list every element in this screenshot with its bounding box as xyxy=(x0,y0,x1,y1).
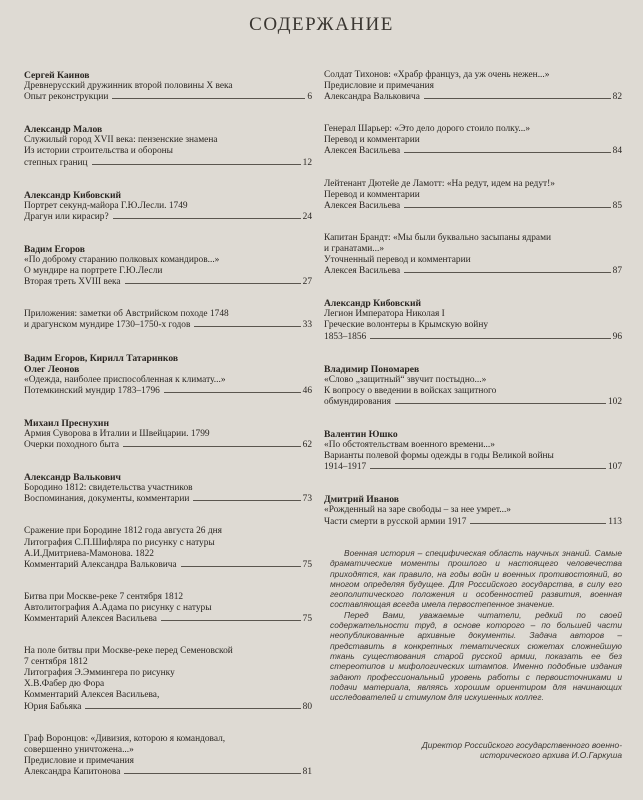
entry-line: «По обстоятельствам военного времени...» xyxy=(324,440,495,451)
entry-line: Предисловие и примечания xyxy=(24,755,134,766)
page-number: 33 xyxy=(302,320,312,331)
signature-line: Директор Российского государственного военно- xyxy=(421,740,622,750)
leader-line xyxy=(404,207,610,208)
leader-line xyxy=(125,283,301,284)
page-number: 27 xyxy=(302,277,312,288)
toc-entry[interactable] xyxy=(24,70,312,103)
page-title: СОДЕРЖАНИЕ xyxy=(249,14,394,35)
leader-line xyxy=(123,446,301,447)
entry-author: Дмитрий Иванов xyxy=(324,494,399,506)
toc-entry[interactable] xyxy=(24,592,312,625)
leader-line xyxy=(470,523,606,524)
entry-line: На поле битвы при Москве-реке перед Семеновской xyxy=(24,646,233,657)
entry-line: Александра Капитонова xyxy=(24,766,121,777)
entry-last-line xyxy=(324,201,622,212)
entry-line: Бородино 1812: свидетельства участников xyxy=(24,483,193,494)
entry-line: Юрия Бабьяка xyxy=(24,701,82,712)
entry-line: О мундире на портрете Г.Ю.Лесли xyxy=(24,266,163,277)
toc-column-left xyxy=(24,70,312,799)
entry-line: «Одежда, наиболее приспособленная к климату...» xyxy=(24,374,226,385)
toc-entry[interactable] xyxy=(24,353,312,397)
entry-line: Алексея Васильева xyxy=(324,266,401,277)
page-number: 96 xyxy=(612,331,622,342)
entry-last-line xyxy=(24,702,312,713)
entry-author: Александр Валькович xyxy=(24,472,121,484)
page-number: 80 xyxy=(302,701,312,712)
page-number: 87 xyxy=(612,266,622,277)
entry-line: Битва при Москве-реке 7 сентября 1812 xyxy=(24,591,184,602)
entry-line: 7 сентября 1812 xyxy=(24,657,88,668)
page-number: 75 xyxy=(302,614,312,624)
entry-line: совершенно уничтожена...» xyxy=(24,744,134,755)
leader-line xyxy=(404,152,610,153)
entry-author: Михаил Преснухин xyxy=(24,417,109,429)
page-number: 46 xyxy=(302,385,312,396)
entry-line: Греческие волонтеры в Крымскую войну xyxy=(324,320,489,331)
entry-line: «Слово „защитный“ звучит постыдно...» xyxy=(324,374,487,385)
toc-entry[interactable] xyxy=(24,190,312,223)
entry-line: Армия Суворова в Италии и Швейцарии. 1799 xyxy=(24,428,210,439)
entry-line: Воспоминания, документы, комментарии xyxy=(24,494,190,505)
leader-line xyxy=(112,98,305,99)
entry-line: «По доброму старанию полковых командиров...» xyxy=(24,255,220,266)
entry-author: Владимир Пономарев xyxy=(324,363,420,375)
page-number: 82 xyxy=(612,92,622,103)
entry-line: степных границ xyxy=(24,157,88,168)
leader-line xyxy=(113,218,301,219)
page-number: 12 xyxy=(302,157,312,168)
entry-author: Сергей Каинов xyxy=(24,70,90,81)
entry-line: Драгун или кирасир? xyxy=(24,211,109,222)
signature-line: исторического архива И.О.Гаркуша xyxy=(480,750,622,761)
leader-line xyxy=(181,566,301,567)
toc-entry[interactable] xyxy=(24,734,312,778)
toc-entry[interactable] xyxy=(324,70,622,103)
toc-entry[interactable] xyxy=(324,429,622,473)
entry-last-line xyxy=(24,320,312,331)
entry-last-line xyxy=(324,146,622,157)
toc-entry[interactable] xyxy=(24,244,312,288)
entry-author: Александр Малов xyxy=(24,124,103,136)
page-number: 81 xyxy=(302,766,312,777)
entry-last-line xyxy=(24,767,312,778)
entry-line: Автолитография А.Адама по рисунку с натуры xyxy=(24,602,212,613)
toc-entry[interactable] xyxy=(24,124,312,168)
entry-line: Капитан Брандт: «Мы были буквально засыпаны ядрами xyxy=(324,232,552,243)
entry-line: Опыт реконструкции xyxy=(24,92,109,103)
toc-entry[interactable] xyxy=(24,418,312,451)
entry-last-line xyxy=(324,266,622,277)
toc-column-right xyxy=(324,70,622,549)
entry-last-line xyxy=(24,494,312,505)
leader-line xyxy=(424,98,611,99)
page-number: 62 xyxy=(302,440,312,451)
entry-line: Потемкинский мундир 1783–1796 xyxy=(24,385,160,396)
entry-last-line xyxy=(324,462,622,473)
leader-line xyxy=(92,164,301,165)
entry-line: «Рожденный на заре свободы – за нее умрет...» xyxy=(324,505,511,516)
entry-last-line xyxy=(324,397,622,408)
entry-author: Олег Леонов xyxy=(24,363,80,375)
entry-line: и гранатами...» xyxy=(324,243,385,254)
toc-entry[interactable] xyxy=(324,233,622,277)
page-number: 84 xyxy=(612,146,622,157)
entry-line: Служилый город XVII века: пензенские знамена xyxy=(24,135,218,146)
entry-line: Литография С.П.Шифляра по рисунку с натуры xyxy=(24,537,215,548)
entry-line: 1853–1856 xyxy=(324,331,367,342)
entry-line: Приложения: заметки об Австрийском походе 1748 xyxy=(24,309,229,320)
entry-last-line xyxy=(24,440,312,451)
entry-last-line xyxy=(24,158,312,169)
entry-line: Части смерти в русской армии 1917 xyxy=(324,516,467,527)
leader-line xyxy=(85,708,300,709)
entry-line: Алексея Васильева xyxy=(324,200,401,211)
leader-line xyxy=(164,392,301,393)
entry-line: К вопросу о введении в войсках защитного xyxy=(324,385,497,396)
entry-line: Граф Воронцов: «Дивизия, которою я командовал, xyxy=(24,733,226,744)
page-number: 113 xyxy=(608,516,622,527)
entry-line: Из истории строительства и обороны xyxy=(24,146,173,157)
entry-author: Вадим Егоров xyxy=(24,243,85,255)
leader-line xyxy=(370,468,606,469)
toc-entry[interactable] xyxy=(24,472,312,505)
entry-last-line xyxy=(24,560,312,571)
entry-author: Вадим Егоров, Кирилл Татаринков xyxy=(24,352,179,364)
entry-line: Лейтенант Дютейе де Ламотт: «На редут, идем на редут!» xyxy=(324,178,555,189)
entry-line: Солдат Тихонов: «Храбр француз, да уж очень нежен...» xyxy=(324,70,550,80)
toc-entry[interactable] xyxy=(324,298,622,342)
entry-line: Легион Императора Николая I xyxy=(324,309,445,320)
entry-last-line xyxy=(324,92,622,103)
leader-line xyxy=(124,773,300,774)
entry-line: Комментарий Александра Вальковича xyxy=(24,559,177,570)
leader-line xyxy=(370,338,610,339)
foreword-paragraph: Военная история – специфическая область научных знаний. Самые драматические моменты прошлого и настоящего человечества приходятся, как правило, на годы войн и военных противостояний, во многом определяя будущее. Для Российского государства, в силу его геополитического положения и особенностей развития, военная составляющая всегда имела первостепенное значение. xyxy=(330,548,622,610)
entry-line: и драгунском мундире 1730–1750-х годов xyxy=(24,320,191,331)
entry-author: Валентин Юшко xyxy=(324,428,398,440)
toc-entry[interactable] xyxy=(24,309,312,331)
leader-line xyxy=(395,403,606,404)
entry-last-line xyxy=(24,212,312,223)
foreword-paragraph: Перед Вами, уважаемые читатели, редкий по своей содержательности труд, в основе которого – по большей части неопубликованные архивные документы. Задача авторов – представить в конкретных тематических сюжетах сложнейшую ткань существования старой русской армии, показать ее без стереотипов и мифологических штампов. Именно подобные издания задают профессиональный уровень работы с первоисточниками и подачи материала, являясь хорошим ориентиром для начинающих исследователей и стимулом для искушенных коллег. xyxy=(330,609,622,703)
entry-line: Х.В.Фабер дю Фора xyxy=(24,679,105,690)
entry-line: Перевод и комментарии xyxy=(324,135,420,146)
leader-line xyxy=(161,620,301,621)
entry-line: Алексея Васильева xyxy=(324,146,401,157)
entry-line: Сражение при Бородине 1812 года августа 26 дня xyxy=(24,526,222,537)
toc-entry[interactable] xyxy=(324,179,622,212)
entry-last-line xyxy=(24,614,312,625)
entry-author: Александр Кибовский xyxy=(24,189,121,201)
signature xyxy=(360,740,622,761)
entry-line: Варианты полевой формы одежды в годы Великой войны xyxy=(324,451,554,462)
entry-last-line xyxy=(24,277,312,288)
page-number: 107 xyxy=(607,462,622,473)
entry-line: Генерал Шарьер: «Это дело дорого стоило полку...» xyxy=(324,124,531,135)
page-number: 24 xyxy=(302,211,312,222)
foreword-text xyxy=(330,548,622,702)
page-number: 73 xyxy=(302,494,312,505)
entry-line: Литография Э.Эммингера по рисунку xyxy=(24,668,175,679)
entry-line: Комментарий Алексея Васильева xyxy=(24,614,157,624)
entry-line: Древнерусский дружинник второй половины X века xyxy=(24,81,233,92)
leader-line xyxy=(404,272,610,273)
entry-last-line xyxy=(24,92,312,103)
entry-line: Вторая треть XVIII века xyxy=(24,277,121,288)
toc-entry[interactable] xyxy=(24,526,312,570)
entry-line: Портрет секунд-майора Г.Ю.Лесли. 1749 xyxy=(24,200,188,211)
toc-entry[interactable] xyxy=(324,364,622,408)
entry-line: 1914–1917 xyxy=(324,462,367,473)
entry-last-line xyxy=(324,517,622,528)
page-number: 102 xyxy=(607,396,622,407)
entry-author: Александр Кибовский xyxy=(324,298,421,310)
entry-line: Комментарий Алексея Васильева, xyxy=(24,690,160,701)
entry-line: обмундирования xyxy=(324,396,391,407)
page-number: 85 xyxy=(612,200,622,211)
entry-line: Предисловие и примечания xyxy=(324,81,434,92)
toc-entry[interactable] xyxy=(324,494,622,527)
leader-line xyxy=(194,326,300,327)
toc-entry[interactable] xyxy=(24,646,312,713)
entry-line: Уточненный перевод и комментарии xyxy=(324,255,471,266)
entry-last-line xyxy=(324,332,622,343)
entry-line: Очерки походного быта xyxy=(24,440,120,451)
entry-line: Александра Вальковича xyxy=(324,92,420,103)
toc-entry[interactable] xyxy=(324,124,622,157)
entry-line: А.И.Дмитриева-Мамонова. 1822 xyxy=(24,548,154,559)
page-number: 6 xyxy=(307,92,312,103)
leader-line xyxy=(193,500,300,501)
entry-last-line xyxy=(24,386,312,397)
page-number: 75 xyxy=(302,559,312,570)
entry-line: Перевод и комментарии xyxy=(324,189,420,200)
